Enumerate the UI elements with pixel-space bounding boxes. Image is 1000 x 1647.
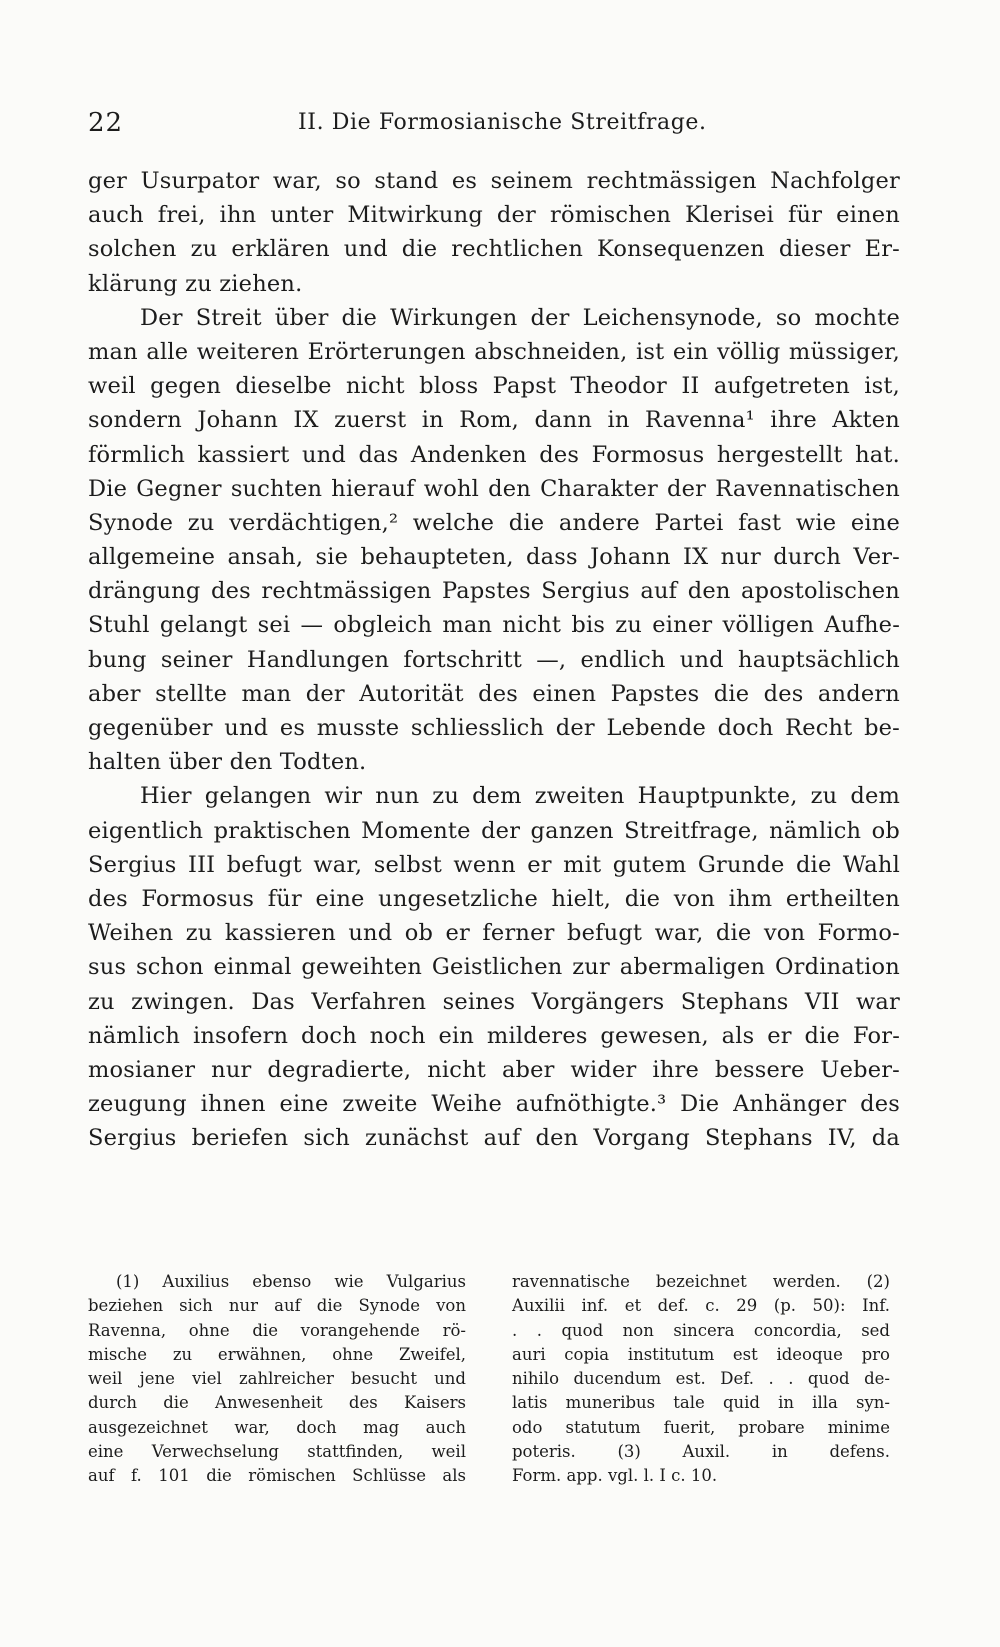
text-line: bung seiner Handlungen fortschritt —, endlich und hauptsächlich xyxy=(88,646,900,673)
footnote-line: weil jene viel zahlreicher besucht und xyxy=(88,1369,466,1389)
footnote-line: latis muneribus tale quid in illa syn- xyxy=(512,1393,890,1413)
text-line: Der Streit über die Wirkungen der Leichensynode, so mochte xyxy=(140,304,900,331)
footnote-line: auf f. 101 die römischen Schlüsse als xyxy=(88,1466,466,1486)
text-line: weil gegen dieselbe nicht bloss Papst Theodor II aufgetreten ist, xyxy=(88,373,900,400)
text-line: Synode zu verdächtigen,² welche die andere Partei fast wie eine xyxy=(88,509,900,536)
page-header xyxy=(88,108,918,148)
footnote-line: mische zu erwähnen, ohne Zweifel, xyxy=(88,1344,466,1364)
text-line: aber stellte man der Autorität des einen Papstes die des andern xyxy=(88,680,900,707)
footnote-line: beziehen sich nur auf die Synode von xyxy=(88,1296,466,1316)
text-line: zeugung ihnen eine zweite Weihe aufnöthigte.³ Die Anhänger des xyxy=(88,1091,900,1118)
text-line: sondern Johann IX zuerst in Rom, dann in Ravenna¹ ihre Akten xyxy=(88,407,900,434)
footnote-line: Auxilii inf. et def. c. 29 (p. 50): Inf. xyxy=(512,1296,890,1316)
text-line: förmlich kassiert und das Andenken des Formosus hergestellt hat. xyxy=(88,441,900,468)
text-line: nämlich insofern doch noch ein milderes gewesen, als er die For- xyxy=(88,1022,900,1049)
text-line: halten über den Todten. xyxy=(88,749,367,776)
footnote-line: Ravenna, ohne die vorangehende rö- xyxy=(88,1320,466,1340)
footnote-column-left xyxy=(88,1270,466,1489)
footnote-line: Form. app. vgl. l. I c. 10. xyxy=(512,1466,718,1486)
text-line: Hier gelangen wir nun zu dem zweiten Hauptpunkte, zu dem xyxy=(140,783,900,810)
footnote-line: (1) Auxilius ebenso wie Vulgarius xyxy=(116,1272,466,1291)
footnote-column-right xyxy=(512,1270,890,1489)
main-text xyxy=(88,164,900,1155)
text-line: drängung des rechtmässigen Papstes Sergius auf den apostolischen xyxy=(88,578,900,605)
page-number: 22 xyxy=(88,108,124,138)
text-line: eigentlich praktischen Momente der ganzen Streitfrage, nämlich ob xyxy=(88,817,900,844)
footnote-line: auri copia institutum est ideoque pro xyxy=(512,1344,890,1364)
text-line: man alle weiteren Erörterungen abschneiden, ist ein völlig müssiger, xyxy=(88,338,900,365)
footnote-line: . . quod non sincera concordia, sed xyxy=(512,1320,890,1340)
text-line: solchen zu erklären und die rechtlichen Konsequenzen dieser Er- xyxy=(88,236,900,263)
text-line: klärung zu ziehen. xyxy=(88,270,303,297)
text-line: auch frei, ihn unter Mitwirkung der römischen Klerisei für einen xyxy=(88,202,900,229)
text-line: ger Usurpator war, so stand es seinem rechtmässigen Nachfolger xyxy=(88,168,900,194)
text-line: sus schon einmal geweihten Geistlichen zur abermaligen Ordination xyxy=(88,954,900,981)
footnote-line: nihilo ducendum est. Def. . . quod de- xyxy=(512,1369,890,1389)
text-line: des Formosus für eine ungesetzliche hielt, die von ihm ertheilten xyxy=(88,885,900,912)
text-line: mosianer nur degradierte, nicht aber wider ihre bessere Ueber- xyxy=(88,1056,900,1083)
running-title: II. Die Formosianische Streitfrage. xyxy=(298,110,707,135)
text-line: zu zwingen. Das Verfahren seines Vorgängers Stephans VII war xyxy=(88,988,900,1015)
text-line: gegenüber und es musste schliesslich der Lebende doch Recht be- xyxy=(88,715,900,741)
text-line: Sergius III befugt war, selbst wenn er mit gutem Grunde die Wahl xyxy=(88,851,900,878)
text-line: Sergius beriefen sich zunächst auf den Vorgang Stephans IV, da xyxy=(88,1125,900,1152)
footnote-line: durch die Anwesenheit des Kaisers xyxy=(88,1393,466,1413)
text-line: Die Gegner suchten hierauf wohl den Charakter der Ravennatischen xyxy=(88,475,900,502)
footnote-line: ausgezeichnet war, doch mag auch xyxy=(88,1417,466,1437)
text-line: Stuhl gelangt sei — obgleich man nicht bis zu einer völligen Aufhe- xyxy=(88,612,900,639)
footnote-line: poteris. (3) Auxil. in defens. xyxy=(512,1442,890,1462)
text-line: Weihen zu kassieren und ob er ferner befugt war, die von Formo- xyxy=(88,920,900,947)
footnotes xyxy=(88,1270,900,1490)
footnote-line: ravennatische bezeichnet werden. (2) xyxy=(512,1272,890,1291)
footnote-line: eine Verwechselung stattfinden, weil xyxy=(88,1442,466,1462)
text-line: allgemeine ansah, sie behaupteten, dass Johann IX nur durch Ver- xyxy=(88,544,900,571)
footnote-line: odo statutum fuerit, probare minime xyxy=(512,1417,890,1437)
